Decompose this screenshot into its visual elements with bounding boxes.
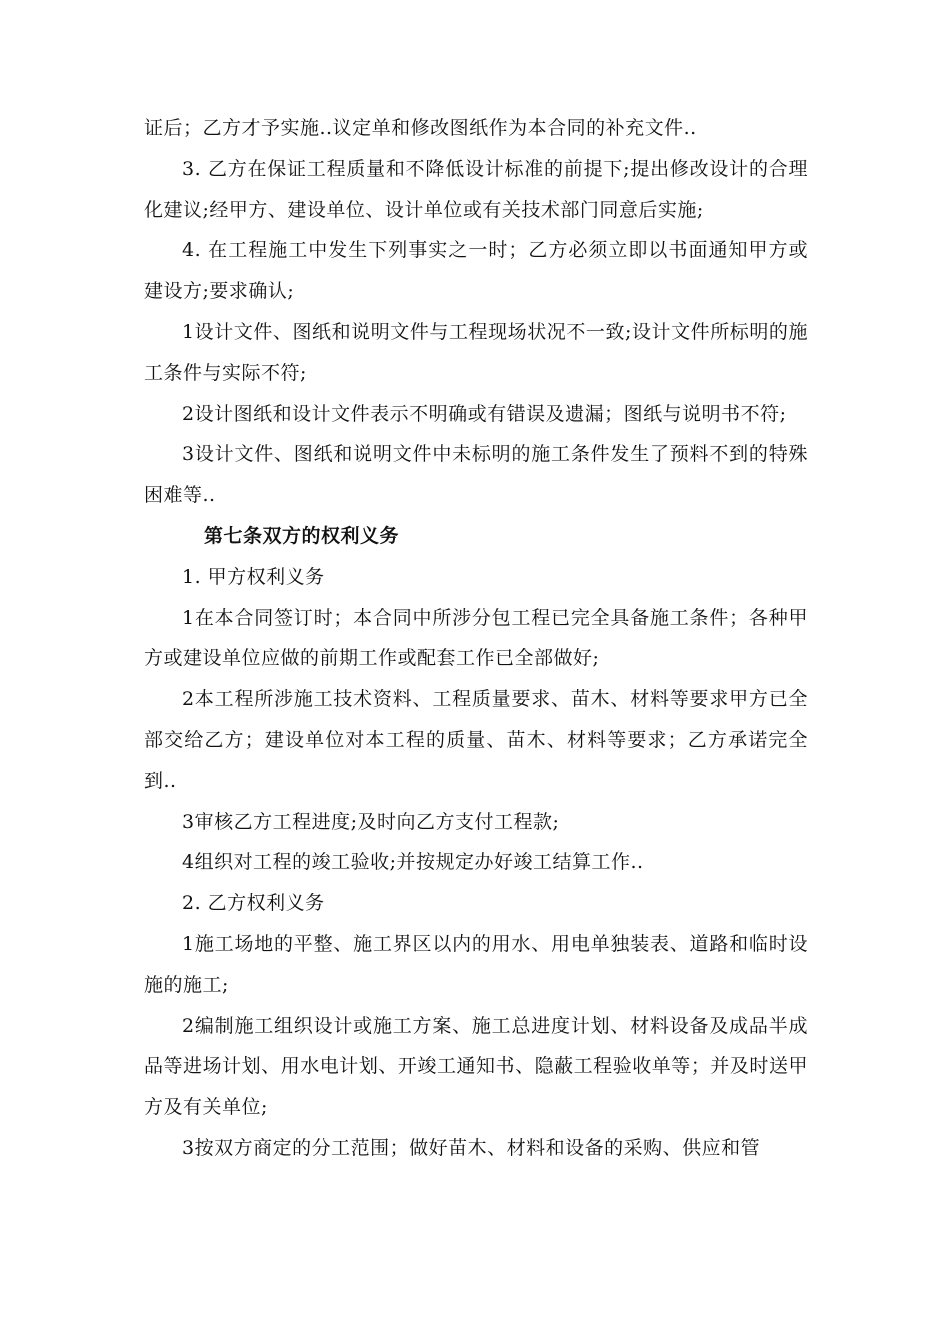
paragraph: 3按双方商定的分工范围；做好苗木、材料和设备的采购、供应和管 <box>182 1136 761 1159</box>
paragraph: 4组织对工程的竣工验收;并按规定办好竣工结算工作.. <box>182 851 644 874</box>
document-body <box>144 108 808 1169</box>
paragraph: 2本工程所涉施工技术资料、工程质量要求、苗木、材料等要求甲方已全部交给乙方；建设单位对本工程的质量、苗木、材料等要求；乙方承诺完全到.. <box>144 688 808 792</box>
paragraph: 1设计文件、图纸和说明文件与工程现场状况不一致;设计文件所标明的施工条件与实际不符; <box>144 320 808 384</box>
paragraph: 1施工场地的平整、施工界区以内的用水、用电单独装表、道路和临时设施的施工; <box>144 932 808 996</box>
paragraph: 证后；乙方才予实施..议定单和修改图纸作为本合同的补充文件.. <box>144 117 697 139</box>
paragraph: 3审核乙方工程进度;及时向乙方支付工程款; <box>182 810 560 833</box>
subsection-heading: 2. 乙方权利义务 <box>182 892 325 915</box>
paragraph: 1在本合同签订时；本合同中所涉分包工程已完全具备施工条件；各种甲方或建设单位应做的前期工作或配套工作已全部做好; <box>144 606 808 670</box>
paragraph: 2设计图纸和设计文件表示不明确或有错误及遗漏；图纸与说明书不符; <box>182 402 787 425</box>
paragraph: 3. 乙方在保证工程质量和不降低设计标准的前提下;提出修改设计的合理化建议;经甲方、建设单位、设计单位或有关技术部门同意后实施; <box>144 157 808 221</box>
section-heading: 第七条双方的权利义务 <box>204 524 400 547</box>
subsection-heading: 1. 甲方权利义务 <box>182 565 325 588</box>
paragraph: 2编制施工组织设计或施工方案、施工总进度计划、材料设备及成品半成品等进场计划、用水电计划、开竣工通知书、隐蔽工程验收单等；并及时送甲方及有关单位; <box>144 1014 808 1119</box>
paragraph: 3设计文件、图纸和说明文件中未标明的施工条件发生了预料不到的特殊困难等.. <box>144 443 808 507</box>
paragraph: 4. 在工程施工中发生下列事实之一时；乙方必须立即以书面通知甲方或建设方;要求确认; <box>144 239 808 303</box>
